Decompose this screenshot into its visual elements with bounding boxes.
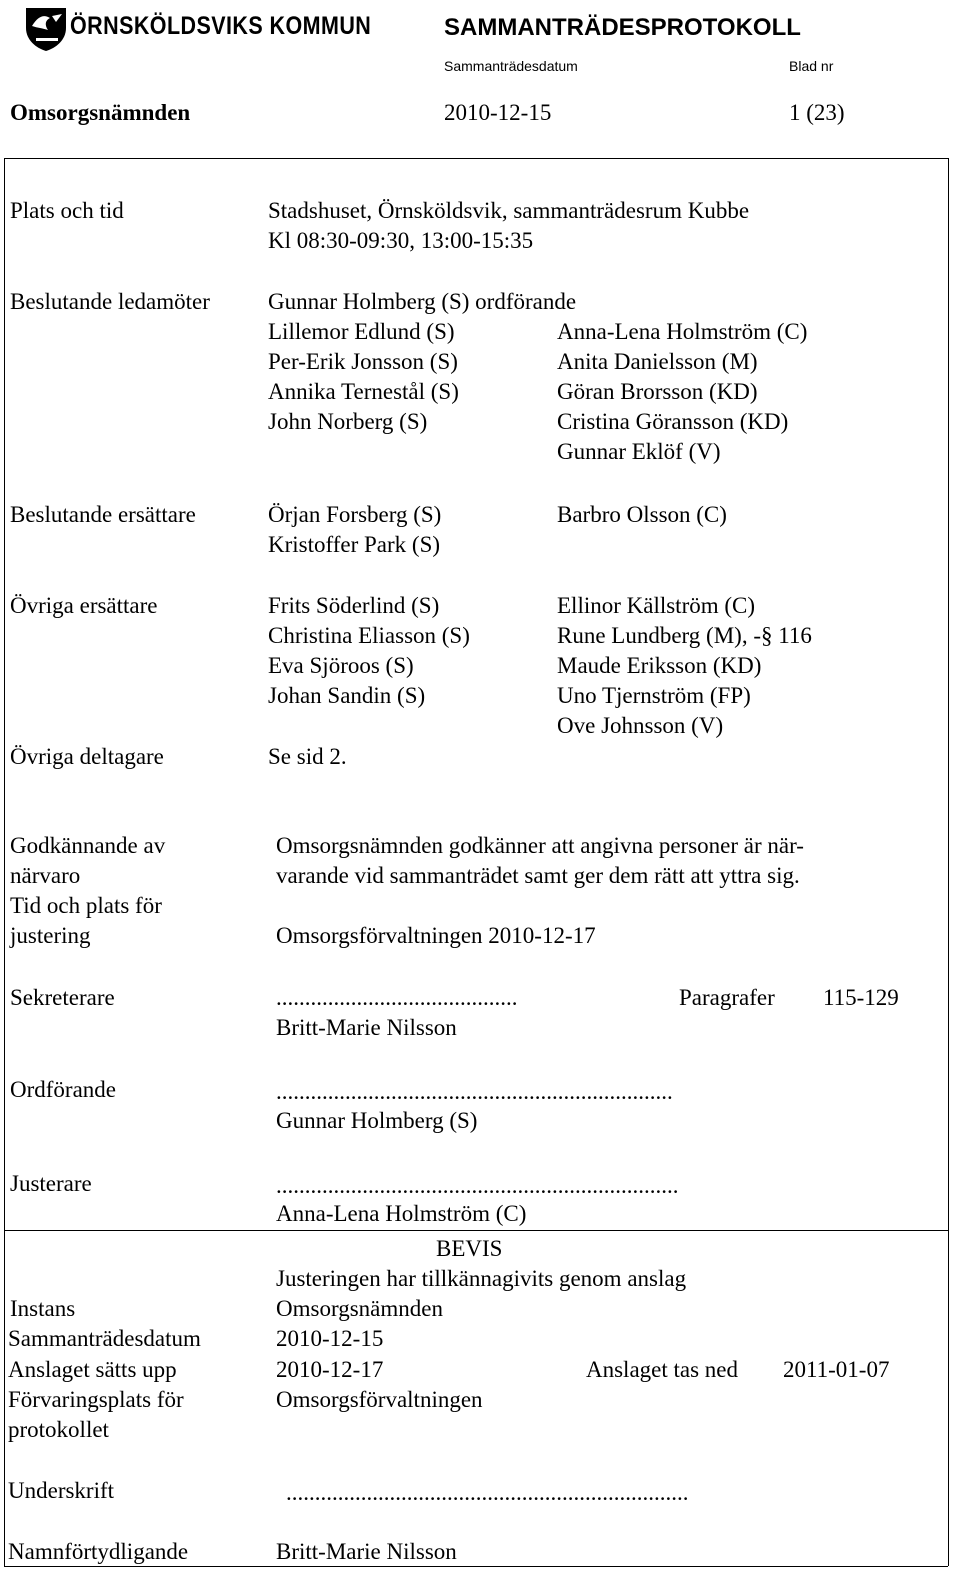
adjuster-label: Justerare <box>10 1171 92 1196</box>
certificate-title: BEVIS <box>436 1236 503 1261</box>
coat-of-arms-icon <box>22 4 70 52</box>
other-deputies-label: Övriga ersättare <box>10 593 158 618</box>
certificate-announcement: Justeringen har tillkännagivits genom anslag <box>276 1266 687 1291</box>
deputies-column-2 <box>557 500 727 530</box>
list-item: Frits Söderlind (S) <box>268 593 440 618</box>
signature-label: Underskrift <box>8 1478 115 1503</box>
adjust-value: Omsorgsförvaltningen 2010-12-17 <box>276 923 596 948</box>
storage-label-line2: protokollet <box>8 1417 109 1442</box>
list-item: Annika Ternestål (S) <box>268 379 459 404</box>
deputies-label: Beslutande ersättare <box>10 502 196 527</box>
secretary-signature-line: .......................................... <box>276 985 518 1010</box>
name-clarification-label: Namnförtydligande <box>8 1539 189 1564</box>
list-item: Kristoffer Park (S) <box>268 532 441 557</box>
document-type: SAMMANTRÄDESPROTOKOLL <box>444 14 801 41</box>
instance-label: Instans <box>10 1296 76 1321</box>
approval-text-line2: varande vid sammanträdet samt ger dem rätt att yttra sig. <box>276 863 800 888</box>
adjuster-signature-line: ...................................................................... <box>276 1173 679 1198</box>
logo-text: ÖRNSKÖLDSVIKS KOMMUN <box>70 12 372 40</box>
approval-label-line1: Godkännande av <box>10 833 166 858</box>
place-line2: Kl 08:30-09:30, 13:00-15:35 <box>268 228 534 253</box>
list-item: Anna-Lena Holmström (C) <box>557 319 808 344</box>
committee-name: Omsorgsnämnden <box>10 100 191 125</box>
list-item: Christina Eliasson (S) <box>268 623 470 648</box>
instance-value: Omsorgsnämnden <box>276 1296 443 1321</box>
frame-right <box>948 158 949 1566</box>
meeting-date-label: Sammanträdesdatum <box>8 1326 201 1351</box>
approval-text-line1: Omsorgsnämnden godkänner att angivna personer är när- <box>276 833 804 858</box>
members-column-1 <box>268 317 459 437</box>
name-clarification-value: Britt-Marie Nilsson <box>276 1539 457 1564</box>
chair-label: Ordförande <box>10 1077 117 1102</box>
other-participants-label: Övriga deltagare <box>10 744 164 769</box>
other-deputies-column-1 <box>268 591 470 711</box>
list-item: Maude Eriksson (KD) <box>557 653 762 678</box>
date-caption: Sammanträdesdatum <box>444 58 578 74</box>
storage-value: Omsorgsförvaltningen <box>276 1387 483 1412</box>
storage-label-line1: Förvaringsplats för <box>8 1387 184 1412</box>
posted-value: 2010-12-17 <box>276 1357 384 1382</box>
approval-label-line2: närvaro <box>10 863 81 888</box>
other-deputies-column-2 <box>557 591 812 741</box>
other-participants-value: Se sid 2. <box>268 744 347 769</box>
chair-member: Gunnar Holmberg (S) ordförande <box>268 289 577 314</box>
adjuster-name: Anna-Lena Holmström (C) <box>276 1201 527 1226</box>
municipality-logo <box>10 2 372 52</box>
adjust-label-line2: justering <box>10 923 91 948</box>
separator-certificate <box>4 1230 948 1231</box>
place-line1: Stadshuset, Örnsköldsvik, sammanträdesrum Kubbe <box>268 198 750 223</box>
place-label: Plats och tid <box>10 198 124 223</box>
chair-signature-line: ..................................................................... <box>276 1079 673 1104</box>
list-item: Cristina Göransson (KD) <box>557 409 789 434</box>
members-label: Beslutande ledamöter <box>10 289 210 314</box>
removed-label: Anslaget tas ned <box>586 1357 739 1382</box>
chair-name: Gunnar Holmberg (S) <box>276 1108 478 1133</box>
list-item: John Norberg (S) <box>268 409 428 434</box>
frame-top <box>4 158 948 159</box>
paragraphs-label: Paragrafer <box>679 985 775 1010</box>
list-item: Johan Sandin (S) <box>268 683 426 708</box>
list-item: Barbro Olsson (C) <box>557 502 727 527</box>
page-caption: Blad nr <box>789 58 834 74</box>
members-column-2 <box>557 317 807 467</box>
list-item: Lillemor Edlund (S) <box>268 319 455 344</box>
list-item: Uno Tjernström (FP) <box>557 683 751 708</box>
posted-label: Anslaget sätts upp <box>8 1357 177 1382</box>
adjust-label-line1: Tid och plats för <box>10 893 162 918</box>
list-item: Anita Danielsson (M) <box>557 349 758 374</box>
list-item: Örjan Forsberg (S) <box>268 502 442 527</box>
page-number: 1 (23) <box>789 100 845 125</box>
meeting-date: 2010-12-15 <box>444 100 552 125</box>
list-item: Per-Erik Jonsson (S) <box>268 349 458 374</box>
deputies-column-1 <box>268 500 441 560</box>
removed-value: 2011-01-07 <box>783 1357 890 1382</box>
list-item: Eva Sjöroos (S) <box>268 653 414 678</box>
secretary-name: Britt-Marie Nilsson <box>276 1015 457 1040</box>
list-item: Ove Johnsson (V) <box>557 713 724 738</box>
list-item: Ellinor Källström (C) <box>557 593 756 618</box>
list-item: Rune Lundberg (M), -§ 116 <box>557 623 812 648</box>
signature-line: ...................................................................... <box>286 1480 689 1505</box>
secretary-label: Sekreterare <box>10 985 115 1010</box>
list-item: Gunnar Eklöf (V) <box>557 439 721 464</box>
meeting-date-value: 2010-12-15 <box>276 1326 384 1351</box>
list-item: Göran Brorsson (KD) <box>557 379 758 404</box>
frame-left <box>4 158 5 1566</box>
paragraphs-value: 115-129 <box>823 985 899 1010</box>
